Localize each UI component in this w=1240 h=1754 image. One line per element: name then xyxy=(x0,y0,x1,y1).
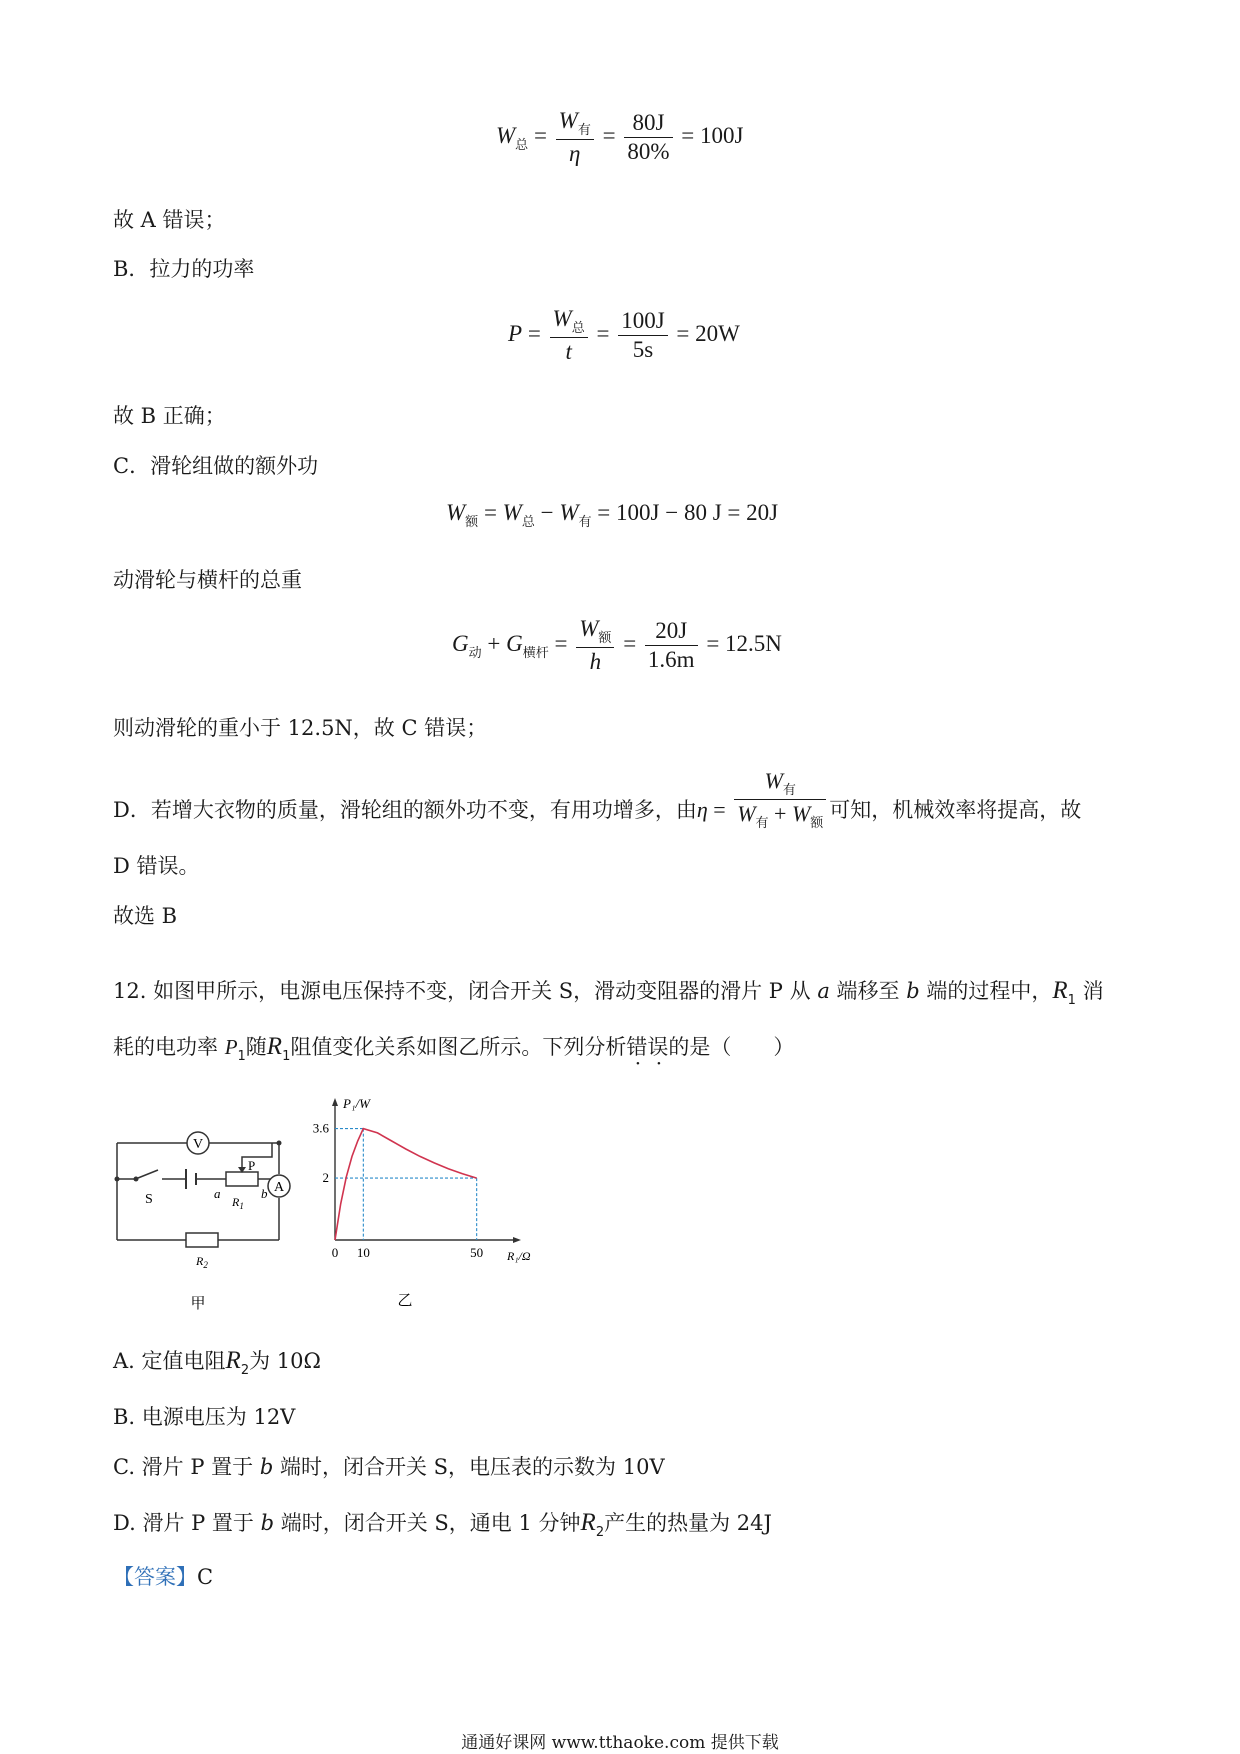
series-line xyxy=(335,1129,477,1240)
y-axis-arrow-icon xyxy=(332,1098,338,1106)
option-d: D. 滑片 P 置于 b 端时，闭合开关 S，通电 1 分钟$R_2$产生的热量为 24J xyxy=(113,1509,772,1540)
text-line-5: 动滑轮与横杆的总重 xyxy=(113,568,302,592)
text-line-9: 故选 B xyxy=(113,904,178,928)
option-a: A. 定值电阻$R_2$为 10Ω xyxy=(113,1347,321,1378)
ammeter-label: A xyxy=(273,1180,285,1195)
formula-total-work: $W_总$ = $\frac{W_有}{\eta}$ = $\frac{80J}{80\%}$ = 100J xyxy=(496,108,744,166)
x-axis-label: R₁/Ω xyxy=(507,1249,531,1263)
question-line-1: 12. 如图甲所示，电源电压保持不变，闭合开关 S，滑动变阻器的滑片 P 从 a 端移至 b 端的过程中，$R_1$ 消 xyxy=(113,977,1104,1008)
x-tick-label: 0 xyxy=(331,1245,339,1260)
text-line-3: 故 B 正确； xyxy=(113,404,226,428)
y-tick-label: 3.6 xyxy=(312,1120,329,1136)
option-c: C. 滑片 P 置于 b 端时，闭合开关 S，电压表的示数为 10V xyxy=(113,1455,665,1479)
answer-value: C xyxy=(197,1565,214,1589)
text-line-6: 则动滑轮的重小于 12.5N，故 C 错误； xyxy=(113,716,488,740)
x-tick-label: 50 xyxy=(470,1245,484,1260)
y-axis-label: P₁/W xyxy=(343,1096,370,1111)
text-line-4: C．滑轮组做的额外功 xyxy=(113,454,319,478)
switch-label: S xyxy=(145,1192,153,1207)
voltmeter-label: V xyxy=(192,1137,204,1152)
formula-total-weight: $G_动 + G_{横杆}$ = $\frac{W_额}{h}$ = $\frac{20J}{1.6m}$ = 12.5N xyxy=(452,616,782,674)
terminal-a-label: a xyxy=(214,1186,221,1201)
circuit-caption: 甲 xyxy=(190,1296,206,1312)
formula-efficiency: η = $\frac{W_有}{W_有 + W_额}$ xyxy=(697,797,829,822)
text-line-8: D 错误。 xyxy=(113,854,200,878)
answer-tag: 【答案】 xyxy=(113,1565,197,1589)
text-line-7-b: 可知，机械效率将提高，故 xyxy=(829,798,1082,822)
circuit-diagram xyxy=(110,1115,300,1315)
y-tick-label: 2 xyxy=(322,1170,329,1186)
chart-caption: 乙 xyxy=(397,1293,413,1309)
answer-line xyxy=(113,1561,213,1591)
text-line-7-a: D．若增大衣物的质量，滑轮组的额外功不变，有用功增多，由 xyxy=(113,798,697,822)
option-b: B. 电源电压为 12V xyxy=(113,1405,296,1429)
x-axis-arrow-icon xyxy=(513,1237,521,1243)
terminal-b-label: b xyxy=(261,1186,268,1201)
text-line-1: 故 A 错误； xyxy=(113,208,226,232)
text-line-2: B．拉力的功率 xyxy=(113,257,255,281)
r1-label: $R_1$ xyxy=(232,1195,244,1211)
formula-power: P = $\frac{W_总}{t}$ = $\frac{100J}{5s}$ = 20W xyxy=(508,306,740,364)
formula-extra-work: $W_额 = W_总 - W_有 = 100J - 80$ J = 20J xyxy=(446,500,779,530)
question-line-2: 耗的电功率 $P_1$随$R_1$阻值变化关系如图乙所示。下列分析错误的是（ ） xyxy=(113,1033,795,1064)
power-resistance-chart xyxy=(300,1096,531,1315)
x-tick-label: 10 xyxy=(356,1245,370,1260)
r2-label: $R_2$ xyxy=(196,1254,208,1270)
text-line-7 xyxy=(113,768,1081,831)
page-footer: 通通好课网 www.tthaoke.com 提供下载 xyxy=(461,1733,779,1753)
slider-label: P xyxy=(248,1158,256,1173)
